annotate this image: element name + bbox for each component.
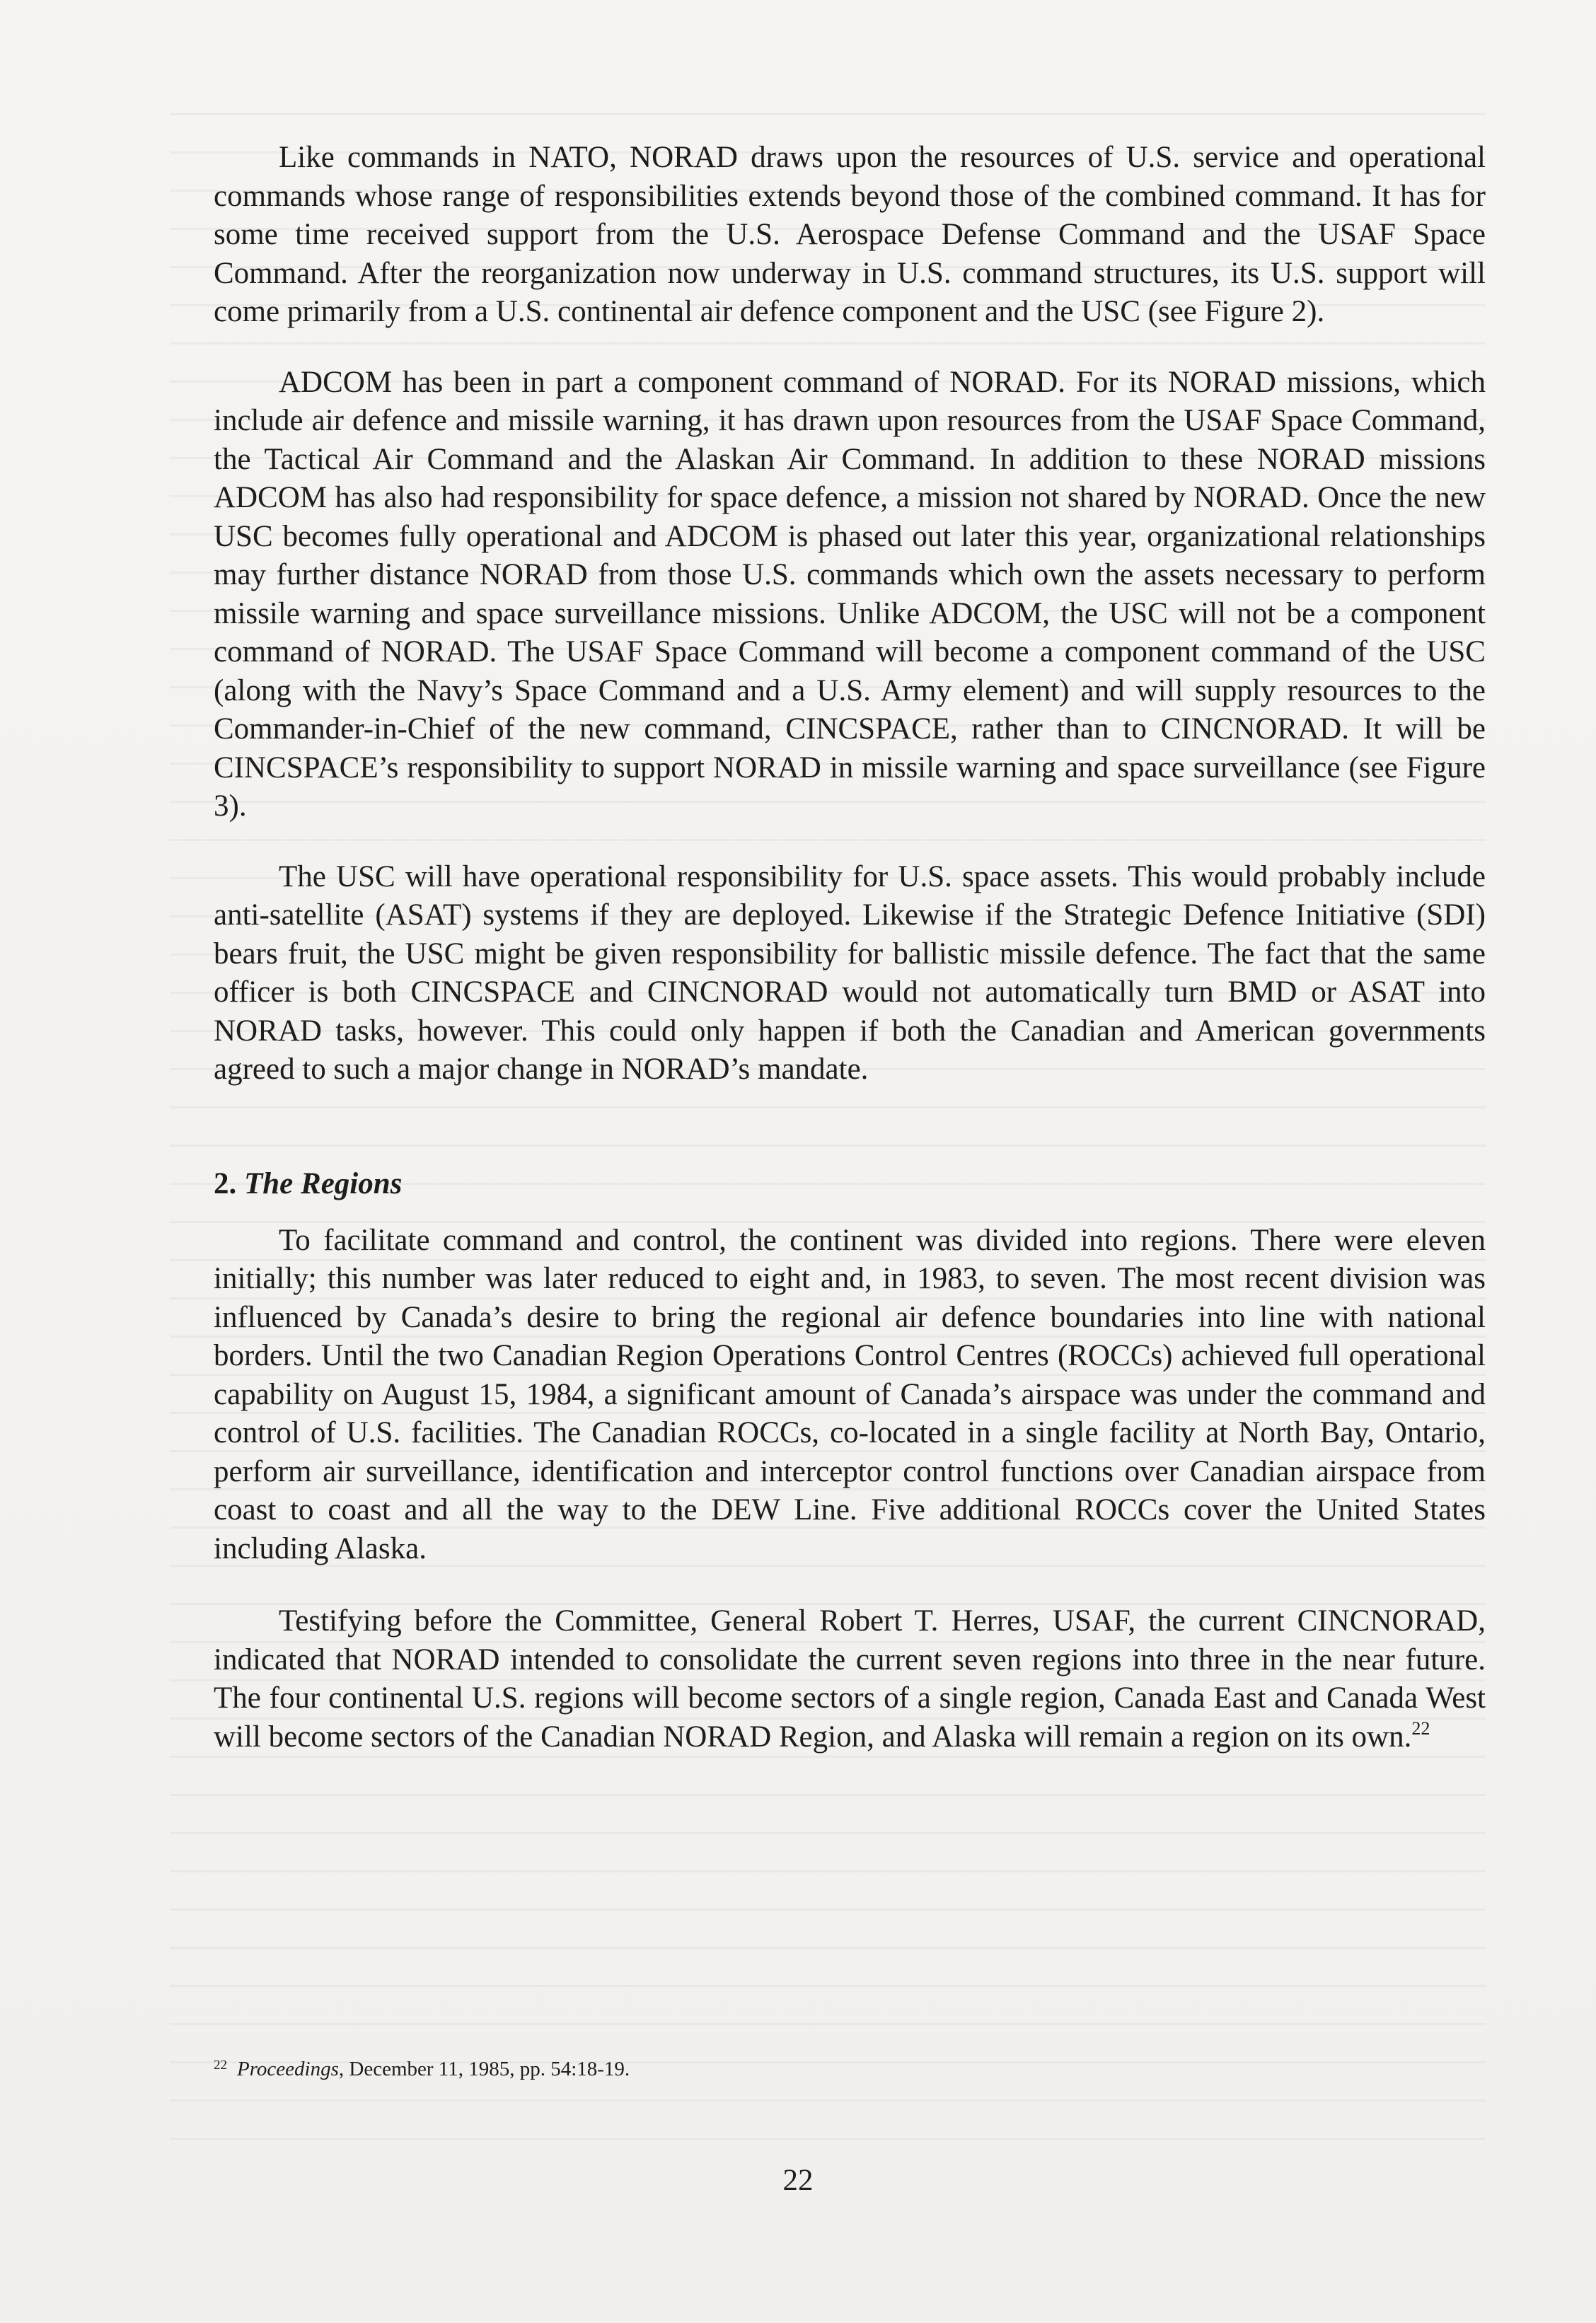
paragraph-regions-history: To facilitate command and control, the continent was divided into regions. There were eleven initially; this number was later reduced to eight and, in 1983, to seven. The most recent division was influenced by Canada’s desire to bring the regional air defence boundaries into line with national borders. Until the two Canadian Region Operations Control Centres (ROCCs) achieved full operational capability on August 15, 1984, a significant amount of Canada’s airspace was under the command and control of U.S. facilities. The Canadian ROCCs, co-located in a single facility at North Bay, Ontario, perform air surveillance, identification and interceptor control functions over Canadian airspace from coast to coast and all the way to the DEW Line. Five additional ROCCs cover the United States including Alaska. (214, 1223, 1486, 1565)
footnote-source: Proceedings (237, 2058, 339, 2080)
footnote-marker: 22 (214, 2058, 227, 2073)
paragraph-adcom: ADCOM has been in part a component command of NORAD. For its NORAD missions, which include air defence and missile warning, it has drawn upon resources from the USAF Space Command, the Tactical Air Command and the Alaskan Air Command. In addition to these NORAD missions ADCOM has also had responsibility for space defence, a mission not shared by NORAD. Once the new USC becomes fully operational and ADCOM is phased out later this year, organizational relationships may further distance NORAD from those U.S. commands which own the assets necessary to perform missile warning and space surveillance missions. Unlike ADCOM, the USC will not be a component command of NORAD. The USAF Space Command will become a component command of the USC (along with the Navy’s Space Command and a U.S. Army element) and will supply resources to the Commander-in-Chief of the new command, CINCSPACE, rather than to CINCNORAD. It will be CINCSPACE’s responsibility to support NORAD in missile warning and space surveillance (see Figure 3). (214, 365, 1486, 823)
footnote (214, 2053, 630, 2082)
section-title: The Regions (244, 1166, 403, 1200)
page-number: 22 (782, 2164, 814, 2197)
paragraph-herres-text: Testifying before the Committee, General Robert T. Herres, USAF, the current CINCNORAD, indicated that NORAD intended to consolidate the current seven regions into three in the near future. The four continental U.S. regions will become sectors of a single region, Canada East and Canada West will become sectors of the Canadian NORAD Region, and Alaska will remain a region on its own. (214, 1604, 1486, 1754)
page-body (214, 139, 1486, 1756)
footnote-detail: , December 11, 1985, pp. 54:18-19. (338, 2058, 630, 2080)
footnote-reference: 22 (1411, 1717, 1430, 1739)
section-number: 2. (214, 1166, 237, 1200)
paragraph-usc-responsibility: The USC will have operational responsibility for U.S. space assets. This would probably include anti-satellite (ASAT) systems if they are deployed. Likewise if the Strategic Defence Initiative (SDI) bears fruit, the USC might be given responsibility for ballistic missile defence. The fact that the same officer is both CINCSPACE and CINCNORAD would not automatically turn BMD or ASAT into NORAD tasks, however. This could only happen if both the Canadian and American governments agreed to such a major change in NORAD’s mandate. (214, 859, 1486, 1086)
section-heading-regions (214, 1165, 1486, 1203)
paragraph-norad-resources: Like commands in NATO, NORAD draws upon the resources of U.S. service and operational commands whose range of responsibilities extends beyond those of the combined command. It has for some time received support from the U.S. Aerospace Defense Command and the USAF Space Command. After the reorganization now underway in U.S. command structures, its U.S. support will come primarily from a U.S. continental air defence component and the USC (see Figure 2). (214, 141, 1486, 328)
paragraph-herres-testimony (214, 1602, 1486, 1756)
